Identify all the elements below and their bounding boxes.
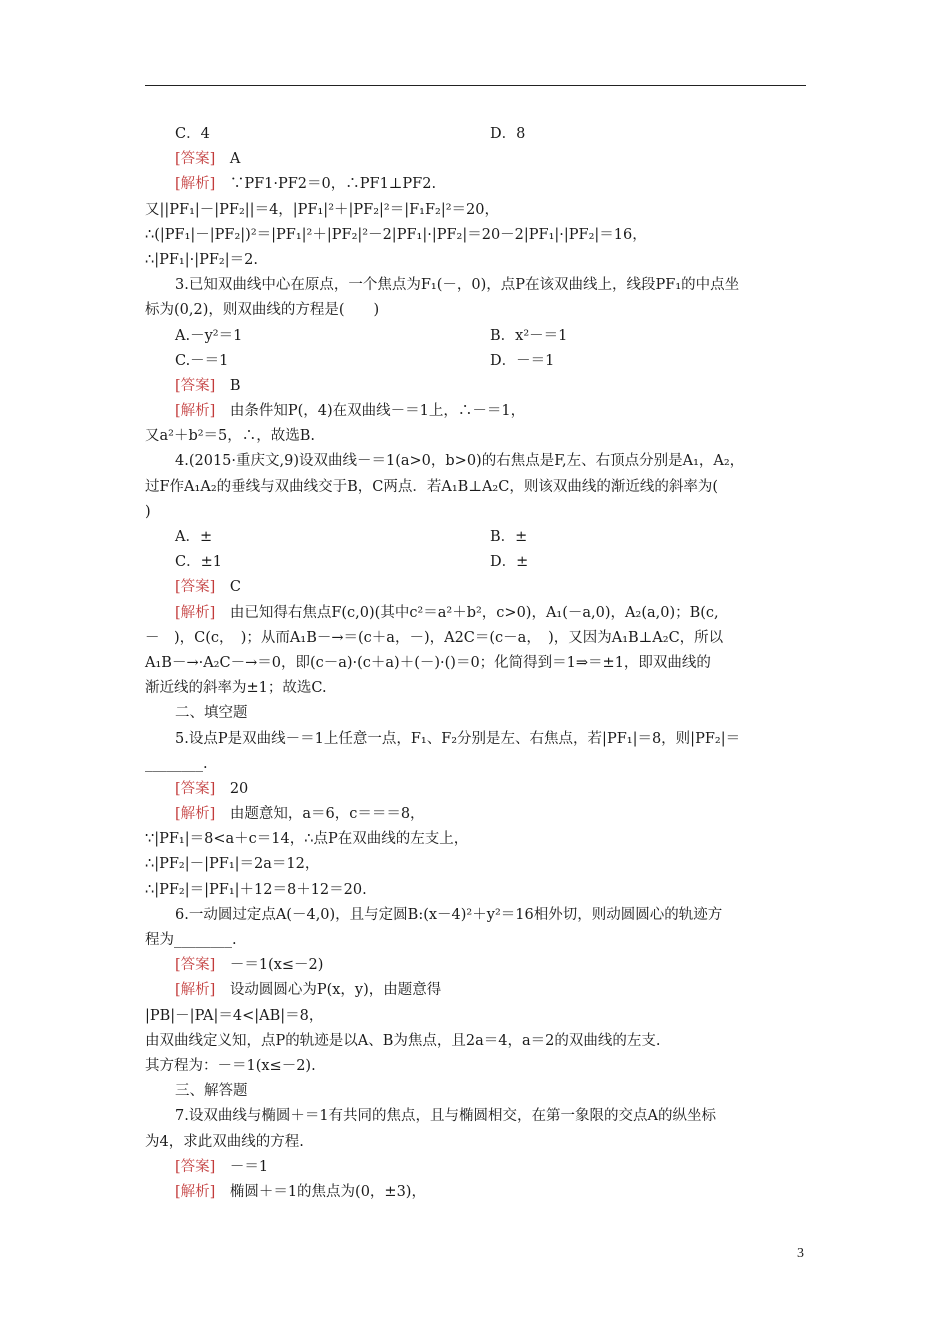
option-right: B．± [490, 529, 528, 545]
text-line: ∴|PF₂|－|PF₁|＝2a＝12， [145, 856, 320, 873]
text-line: 由双曲线定义知，点P的轨迹是以A、B为焦点，且2a＝4，a＝2的双曲线的左支. [145, 1032, 661, 1049]
option-right: D．－＝1 [490, 352, 555, 369]
option-left: C．4 [175, 126, 210, 142]
text-line: 程为________. [145, 932, 237, 948]
analysis-line [145, 978, 810, 1003]
text-line: 为4，求此双曲线的方程. [145, 1133, 304, 1150]
text-line: 又||PF₁|－|PF₂||＝4，|PF₁|²＋|PF₂|²＝|F₁F₂|²＝20， [145, 201, 500, 218]
line-text: A [229, 151, 241, 168]
answer-tag: [答案] [175, 780, 216, 797]
option-left: C．±1 [175, 554, 222, 571]
option-right: B．x²－＝1 [490, 327, 568, 344]
text-line: 又a²＋b²＝5，∴，故选B. [145, 428, 316, 445]
option-row [145, 122, 810, 147]
answer-tag: [答案] [175, 1158, 216, 1175]
text-line: ∴|PF₂|＝|PF₁|＋12＝8＋12＝20. [145, 881, 367, 898]
text-line: 渐近线的斜率为±1；故选C. [145, 680, 327, 697]
line-text: 由已知得右焦点F(c,0)(其中c²＝a²＋b²，c>0)，A₁(－a,0)，A₂(a,0)；B(c, [229, 604, 719, 621]
option-right: D．± [490, 554, 529, 571]
text-line: ∴|PF₁|·|PF₂|＝2. [145, 251, 258, 268]
answer-line [145, 953, 810, 978]
line-text: 由条件知P(，4)在双曲线－＝1上，∴－＝1， [229, 403, 526, 420]
answer-line [145, 777, 810, 802]
text-line: ) [145, 503, 151, 520]
text-line: 3.已知双曲线中心在原点，一个焦点为F₁(－，0)，点P在该双曲线上，线段PF₁的中点坐 [175, 277, 740, 294]
text-line: 三、解答题 [175, 1083, 248, 1100]
text-line: ∵|PF₁|＝8<a＋c＝14，∴点P在双曲线的左支上， [145, 831, 469, 848]
option-left: A．± [175, 529, 213, 545]
option-row [145, 324, 810, 349]
text-line: 4.(2015·重庆文,9)设双曲线－＝1(a>0，b>0)的右焦点是F,左、右顶点分别是A₁，A₂， [175, 453, 745, 470]
text-line: ∴(|PF₁|－|PF₂|)²＝|PF₁|²＋|PF₂|²－2|PF₁|·|PF₂|＝20－2|PF₁|·|PF₂|＝16， [145, 226, 647, 243]
option-left: C.－＝1 [175, 352, 229, 369]
option-row [145, 525, 810, 550]
line-text: 设动圆圆心为P(x，y)，由题意得 [229, 982, 442, 999]
line-text: －＝1 [229, 1158, 269, 1175]
option-left: A.－y²＝1 [175, 327, 243, 344]
answer-tag: [答案] [175, 377, 216, 394]
text-line: 其方程为：－＝1(x≤－2). [145, 1057, 316, 1074]
text-line: 二、填空题 [175, 705, 248, 722]
analysis-line [145, 601, 810, 626]
option-right: D．8 [490, 126, 526, 142]
analysis-line [145, 1180, 810, 1205]
text-line: |PB|－|PA|＝4<|AB|＝8， [145, 1007, 324, 1024]
line-text: －＝1(x≤－2) [229, 957, 324, 974]
text-line: ________. [145, 755, 208, 772]
analysis-tag: [解析] [175, 604, 216, 621]
page-number: 3 [797, 1246, 804, 1261]
analysis-tag: [解析] [175, 176, 216, 193]
document-body [145, 122, 810, 1205]
analysis-tag: [解析] [175, 403, 216, 420]
answer-line [145, 147, 810, 172]
answer-tag: [答案] [175, 957, 216, 974]
line-text: 椭圆＋＝1的焦点为(0，±3)， [229, 1183, 426, 1200]
analysis-line [145, 802, 810, 827]
line-text: ∵PF1·PF2＝0，∴PF1⊥PF2. [229, 176, 437, 193]
line-text: C [229, 579, 241, 596]
text-line: A₁B－→·A₂C－→＝0，即(c－a)·(c＋a)＋(－)·()＝0；化简得到＝1⇒＝±1，即双曲线的 [145, 654, 711, 671]
text-line: 过F作A₁A₂的垂线与双曲线交于B，C两点．若A₁B⊥A₂C，则该双曲线的渐近线的斜率为( [145, 478, 718, 495]
answer-tag: [答案] [175, 579, 216, 596]
analysis-tag: [解析] [175, 982, 216, 999]
analysis-line [145, 172, 810, 197]
text-line: 7.设双曲线与椭圆＋＝1有共同的焦点，且与椭圆相交，在第一象限的交点A的纵坐标 [175, 1108, 717, 1125]
answer-line [145, 575, 810, 600]
line-text: B [229, 377, 241, 394]
option-row [145, 349, 810, 374]
analysis-tag: [解析] [175, 806, 216, 823]
text-line: 标为(0,2)，则双曲线的方程是( ) [145, 302, 380, 319]
text-line: － )，C(c， )；从而A₁B－→＝(c＋a，－)，A2C＝(c－a， )，又因为A₁B⊥A₂C，所以 [145, 629, 724, 646]
text-line: 6.一动圆过定点A(－4,0)，且与定圆B:(x－4)²＋y²＝16相外切，则动圆圆心的轨迹方 [175, 906, 723, 923]
analysis-line [145, 399, 810, 424]
line-text: 由题意知，a＝6，c＝＝＝8， [229, 806, 425, 823]
line-text: 20 [229, 780, 249, 797]
answer-line [145, 1155, 810, 1180]
text-line: 5.设点P是双曲线－＝1上任意一点，F₁、F₂分别是左、右焦点，若|PF₁|＝8，则|PF₂|＝ [175, 730, 741, 747]
header-rule [145, 85, 806, 86]
analysis-tag: [解析] [175, 1183, 216, 1200]
option-row [145, 550, 810, 575]
answer-line [145, 374, 810, 399]
answer-tag: [答案] [175, 151, 216, 168]
